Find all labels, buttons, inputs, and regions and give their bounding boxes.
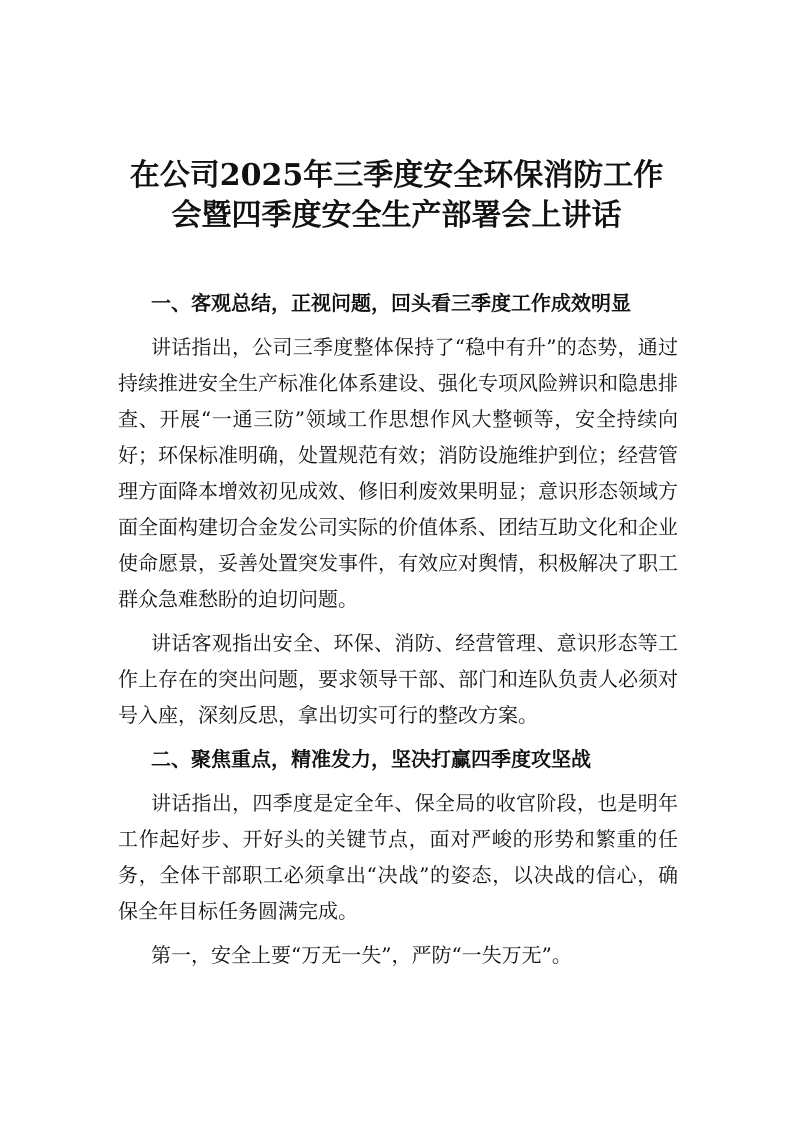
section-1-paragraph-1: 讲话指出，公司三季度整体保持了“稳中有升”的态势，通过持续推进安全生产标准化体系建设、强化专项风险辨识和隐患排查、开展“一通三防”领域工作思想作风大整顿等，安全持续向好；环保标准明确，处置规范有效；消防设施维护到位；经营管理方面降本增效初见成效、修旧利废效果明显；意识形态领域方面全面构建切合金发公司实际的价值体系、团结互助文化和企业使命愿景，妥善处置突发事件，有效应对舆情，积极解决了职工群众急难愁盼的迫切问题。 <box>118 335 678 611</box>
section-1-heading: 一、客观总结，正视问题，回头看三季度工作成效明显 <box>151 291 631 315</box>
document-body <box>118 285 678 981</box>
section-2-paragraph-1: 讲话指出，四季度是定全年、保全局的收官阶段，也是明年工作起好步、开好头的关键节点，面对严峻的形势和繁重的任务，全体干部职工必须拿出“决战”的姿态，以决战的信心，确保全年目标任务圆满完成。 <box>118 791 678 923</box>
section-2-paragraph-2: 第一，安全上要“万无一失”，严防“一失万无”。 <box>151 943 572 967</box>
title-line-2: 会暨四季度安全生产部署会上讲话 <box>171 198 622 233</box>
section-1-paragraph-2: 讲话客观指出安全、环保、消防、经营管理、意识形态等工作上存在的突出问题，要求领导干部、部门和连队负责人必须对号入座，深刻反思，拿出切实可行的整改方案。 <box>118 631 678 727</box>
title-line-1: 在公司2025年三季度安全环保消防工作 <box>129 158 664 193</box>
section-2-heading: 二、聚焦重点，精准发力，坚决打赢四季度攻坚战 <box>151 747 591 771</box>
document-title <box>60 156 733 236</box>
